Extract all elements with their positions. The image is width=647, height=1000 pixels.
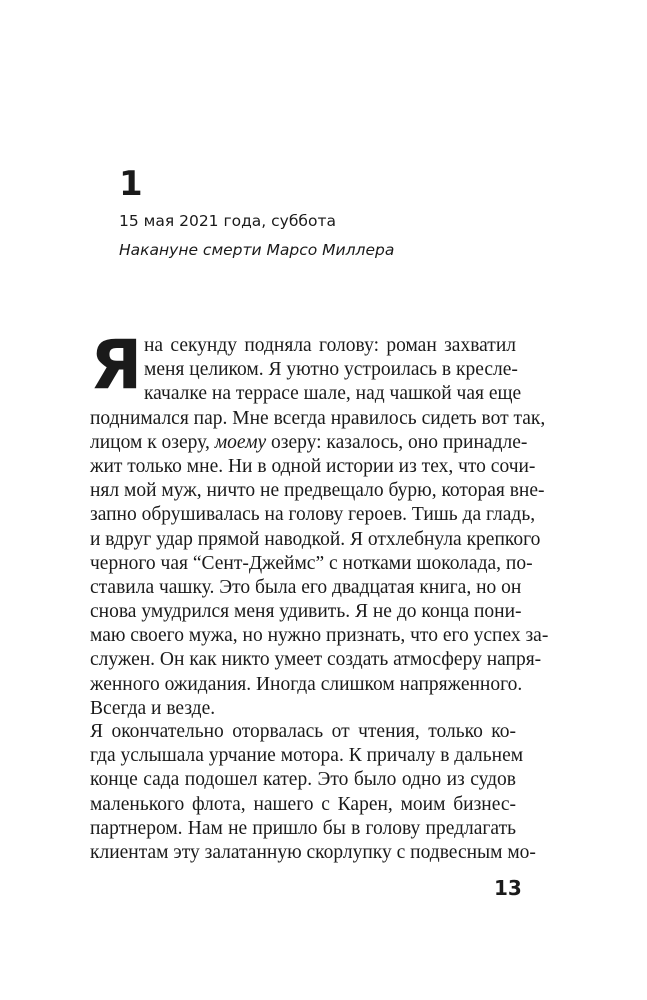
paragraph-line: нял мой муж, ничто не предвещало бурю, которая вне- [90,480,545,502]
paragraph-2 [90,720,536,865]
paragraph-line [90,431,528,455]
paragraph-line-segment: лицом к озеру, [90,431,210,453]
paragraph-line: клиентам эту залатанную скорлупку с подвесным мо- [90,841,536,863]
emphasis-text: моему [214,431,267,453]
chapter-number: 1 [119,164,143,204]
paragraph-line: на секунду подняла голову: роман захватил [144,335,516,356]
paragraph-line: ставила чашку. Это была его двадцатая книга, но он [90,576,522,598]
paragraph-line: черного чая “Сент-Джеймс” с нотками шоколада, по- [90,552,533,574]
paragraph-line: гда услышала урчание мотора. К причалу в дальнем [90,745,524,767]
chapter-subtitle: Накануне смерти Марсо Миллера [119,241,395,259]
paragraph-line: маю своего мужа, но нужно признать, что его успех за- [90,625,549,647]
paragraph-line: партнером. Нам не пришло бы в голову предлагать [90,817,516,839]
paragraph-line: конце сада подошел катер. Это было одно из судов [90,769,516,791]
page-number: 13 [494,876,522,900]
paragraph-line: служен. Он как никто умеет создать атмосферу напря- [90,649,542,671]
paragraph-line: снова умудрился меня удивить. Я не до конца пони- [90,601,522,623]
paragraph-line: Всегда и везде. [90,697,216,719]
paragraph-line-segment: озеру: казалось, оно принадле- [271,431,528,453]
chapter-date: 15 мая 2021 года, суббота [119,212,336,230]
paragraph-line: меня целиком. Я уютно устроилась в кресле- [144,359,518,381]
paragraph-line: женного ожидания. Иногда слишком напряженного. [90,673,523,695]
drop-cap: Я [90,326,143,405]
paragraph-line: маленького флота, нашего с Карен, моим бизнес- [90,793,516,815]
paragraph-line: жит только мне. Ни в одной истории из тех, что сочи- [90,455,536,477]
paragraph-line: качалке на террасе шале, над чашкой чая еще [144,383,522,405]
paragraph-line: и вдруг удар прямой наводкой. Я отхлебнула крепкого [90,528,541,550]
paragraph-line: запно обрушивалась на голову героев. Тишь да гладь, [90,504,536,526]
paragraph-line: поднимался пар. Мне всегда нравилось сидеть вот так, [90,407,546,429]
paragraph-line: Я окончательно оторвалась от чтения, только ко- [90,721,516,742]
paragraph-1 [90,334,549,721]
